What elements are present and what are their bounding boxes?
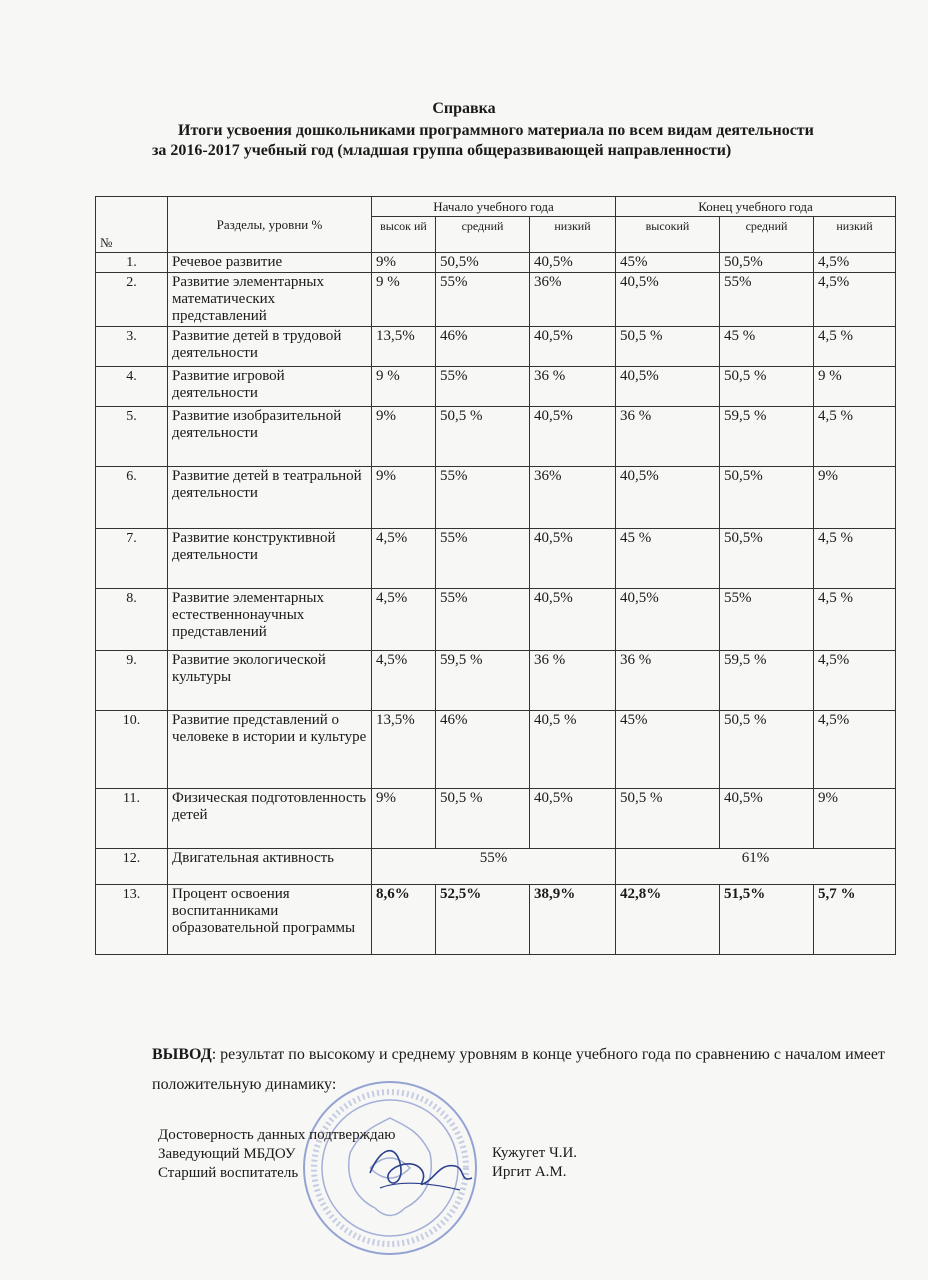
row-value: 13,5% <box>372 711 436 789</box>
row-value: 55% <box>436 467 530 529</box>
row-value: 50,5 % <box>436 407 530 467</box>
row-value: 40,5 % <box>530 711 616 789</box>
row-value: 59,5 % <box>720 651 814 711</box>
row-number: 7. <box>96 529 168 589</box>
row-value: 4,5 % <box>814 327 896 367</box>
table-row <box>96 253 896 273</box>
row-name: Развитие элементарных математических представлений <box>168 273 372 327</box>
row-value: 4,5% <box>814 273 896 327</box>
total-value: 42,8% <box>616 885 720 955</box>
row-name: Речевое развитие <box>168 253 372 273</box>
conclusion-label: ВЫВОД <box>152 1046 212 1063</box>
motor-end-value: 61% <box>616 849 896 885</box>
row-value: 55% <box>436 367 530 407</box>
total-value: 52,5% <box>436 885 530 955</box>
row-value: 40,5% <box>530 327 616 367</box>
row-name: Развитие игровой деятельности <box>168 367 372 407</box>
row-value: 36 % <box>616 407 720 467</box>
row-value: 45% <box>616 253 720 273</box>
header-start-low: низкий <box>530 217 616 253</box>
row-value: 40,5% <box>530 529 616 589</box>
total-value: 8,6% <box>372 885 436 955</box>
row-value: 40,5% <box>720 789 814 849</box>
total-value: 38,9% <box>530 885 616 955</box>
header-num: № <box>96 197 168 253</box>
table-row <box>96 367 896 407</box>
row-name: Развитие изобразительной деятельности <box>168 407 372 467</box>
row-value: 40,5% <box>530 589 616 651</box>
row-number: 4. <box>96 367 168 407</box>
row-value: 9% <box>814 789 896 849</box>
row-name: Развитие детей в трудовой деятельности <box>168 327 372 367</box>
table-row <box>96 589 896 651</box>
row-number: 5. <box>96 407 168 467</box>
row-number: 6. <box>96 467 168 529</box>
row-number: 9. <box>96 651 168 711</box>
row-value: 40,5% <box>616 367 720 407</box>
row-value: 55% <box>436 273 530 327</box>
row-value: 4,5 % <box>814 529 896 589</box>
row-value: 50,5% <box>720 529 814 589</box>
row-value: 4,5 % <box>814 407 896 467</box>
row-value: 13,5% <box>372 327 436 367</box>
row-number: 2. <box>96 273 168 327</box>
row-name: Процент освоения воспитанниками образовательной программы <box>168 885 372 955</box>
row-value: 36 % <box>530 651 616 711</box>
row-value: 46% <box>436 711 530 789</box>
row-value: 55% <box>720 589 814 651</box>
document-subtitle: Итоги усвоения дошкольниками программного материала по всем видам деятельности за 2016-2017 учебный год (младшая группа общеразвивающей направленности) <box>152 122 814 159</box>
row-value: 59,5 % <box>720 407 814 467</box>
row-value: 9 % <box>372 367 436 407</box>
row-value: 50,5 % <box>720 711 814 789</box>
row-value: 9% <box>372 467 436 529</box>
header-start-year: Начало учебного года <box>372 197 616 217</box>
document-title: Справка <box>432 100 496 117</box>
row-value: 36% <box>530 273 616 327</box>
row-number: 11. <box>96 789 168 849</box>
table-row <box>96 711 896 789</box>
senior-title: Старший воспитатель <box>158 1165 299 1181</box>
row-value: 9% <box>372 253 436 273</box>
header-end-mid: средний <box>720 217 814 253</box>
row-value: 9 % <box>372 273 436 327</box>
table-row-total <box>96 885 896 955</box>
head-name: Кужугет Ч.И. <box>492 1145 578 1161</box>
row-number: 1. <box>96 253 168 273</box>
row-value: 40,5% <box>616 273 720 327</box>
row-value: 4,5 % <box>814 589 896 651</box>
row-value: 45% <box>616 711 720 789</box>
table-row <box>96 467 896 529</box>
row-value: 55% <box>436 529 530 589</box>
table-row <box>96 651 896 711</box>
table-row-motor <box>96 849 896 885</box>
row-value: 50,5% <box>720 467 814 529</box>
row-value: 40,5% <box>530 789 616 849</box>
row-value: 36% <box>530 467 616 529</box>
row-value: 40,5% <box>616 467 720 529</box>
signature-block <box>158 1126 395 1183</box>
signature-names <box>492 1144 577 1182</box>
row-value: 59,5 % <box>436 651 530 711</box>
conclusion-text: : результат по высокому и среднему уровням в конце учебного года по сравнению с началом имеет положительную динамику: <box>152 1046 885 1093</box>
table-row <box>96 789 896 849</box>
row-number: 8. <box>96 589 168 651</box>
results-table <box>95 196 896 955</box>
row-name: Развитие представлений о человеке в истории и культуре <box>168 711 372 789</box>
table-row <box>96 529 896 589</box>
row-number: 13. <box>96 885 168 955</box>
row-value: 9% <box>372 407 436 467</box>
header-end-year: Конец учебного года <box>616 197 896 217</box>
total-value: 51,5% <box>720 885 814 955</box>
total-value: 5,7 % <box>814 885 896 955</box>
row-value: 55% <box>436 589 530 651</box>
table-body <box>96 253 896 955</box>
row-name: Развитие конструктивной деятельности <box>168 529 372 589</box>
row-value: 50,5 % <box>436 789 530 849</box>
row-name: Развитие детей в театральной деятельности <box>168 467 372 529</box>
row-value: 36 % <box>616 651 720 711</box>
table-row <box>96 407 896 467</box>
row-value: 45 % <box>616 529 720 589</box>
row-value: 45 % <box>720 327 814 367</box>
row-value: 4,5% <box>372 651 436 711</box>
table-row <box>96 327 896 367</box>
row-value: 50,5 % <box>720 367 814 407</box>
head-title: Заведующий МБДОУ <box>158 1146 296 1162</box>
row-value: 4,5% <box>814 711 896 789</box>
row-value: 50,5 % <box>616 789 720 849</box>
row-value: 9% <box>372 789 436 849</box>
row-name: Физическая подготовленность детей <box>168 789 372 849</box>
row-value: 40,5% <box>530 253 616 273</box>
conclusion <box>152 1040 892 1100</box>
row-number: 12. <box>96 849 168 885</box>
row-value: 50,5% <box>436 253 530 273</box>
row-value: 4,5% <box>372 529 436 589</box>
row-value: 4,5% <box>814 253 896 273</box>
row-number: 10. <box>96 711 168 789</box>
row-number: 3. <box>96 327 168 367</box>
header-end-low: низкий <box>814 217 896 253</box>
row-value: 4,5% <box>814 651 896 711</box>
header-start-high: высок ий <box>372 217 436 253</box>
header-end-high: высокий <box>616 217 720 253</box>
header-sections: Разделы, уровни % <box>168 197 372 253</box>
row-value: 55% <box>720 273 814 327</box>
motor-start-value: 55% <box>372 849 616 885</box>
confirm-line: Достоверность данных подтверждаю <box>158 1127 396 1143</box>
row-value: 46% <box>436 327 530 367</box>
row-value: 9% <box>814 467 896 529</box>
header-start-mid: средний <box>436 217 530 253</box>
row-value: 36 % <box>530 367 616 407</box>
row-name: Развитие экологической культуры <box>168 651 372 711</box>
row-value: 50,5% <box>720 253 814 273</box>
row-value: 40,5% <box>530 407 616 467</box>
table-row <box>96 273 896 327</box>
row-value: 40,5% <box>616 589 720 651</box>
senior-name: Иргит А.М. <box>492 1164 567 1180</box>
row-name: Двигательная активность <box>168 849 372 885</box>
row-value: 4,5% <box>372 589 436 651</box>
row-name: Развитие элементарных естественнонаучных представлений <box>168 589 372 651</box>
row-value: 50,5 % <box>616 327 720 367</box>
row-value: 9 % <box>814 367 896 407</box>
